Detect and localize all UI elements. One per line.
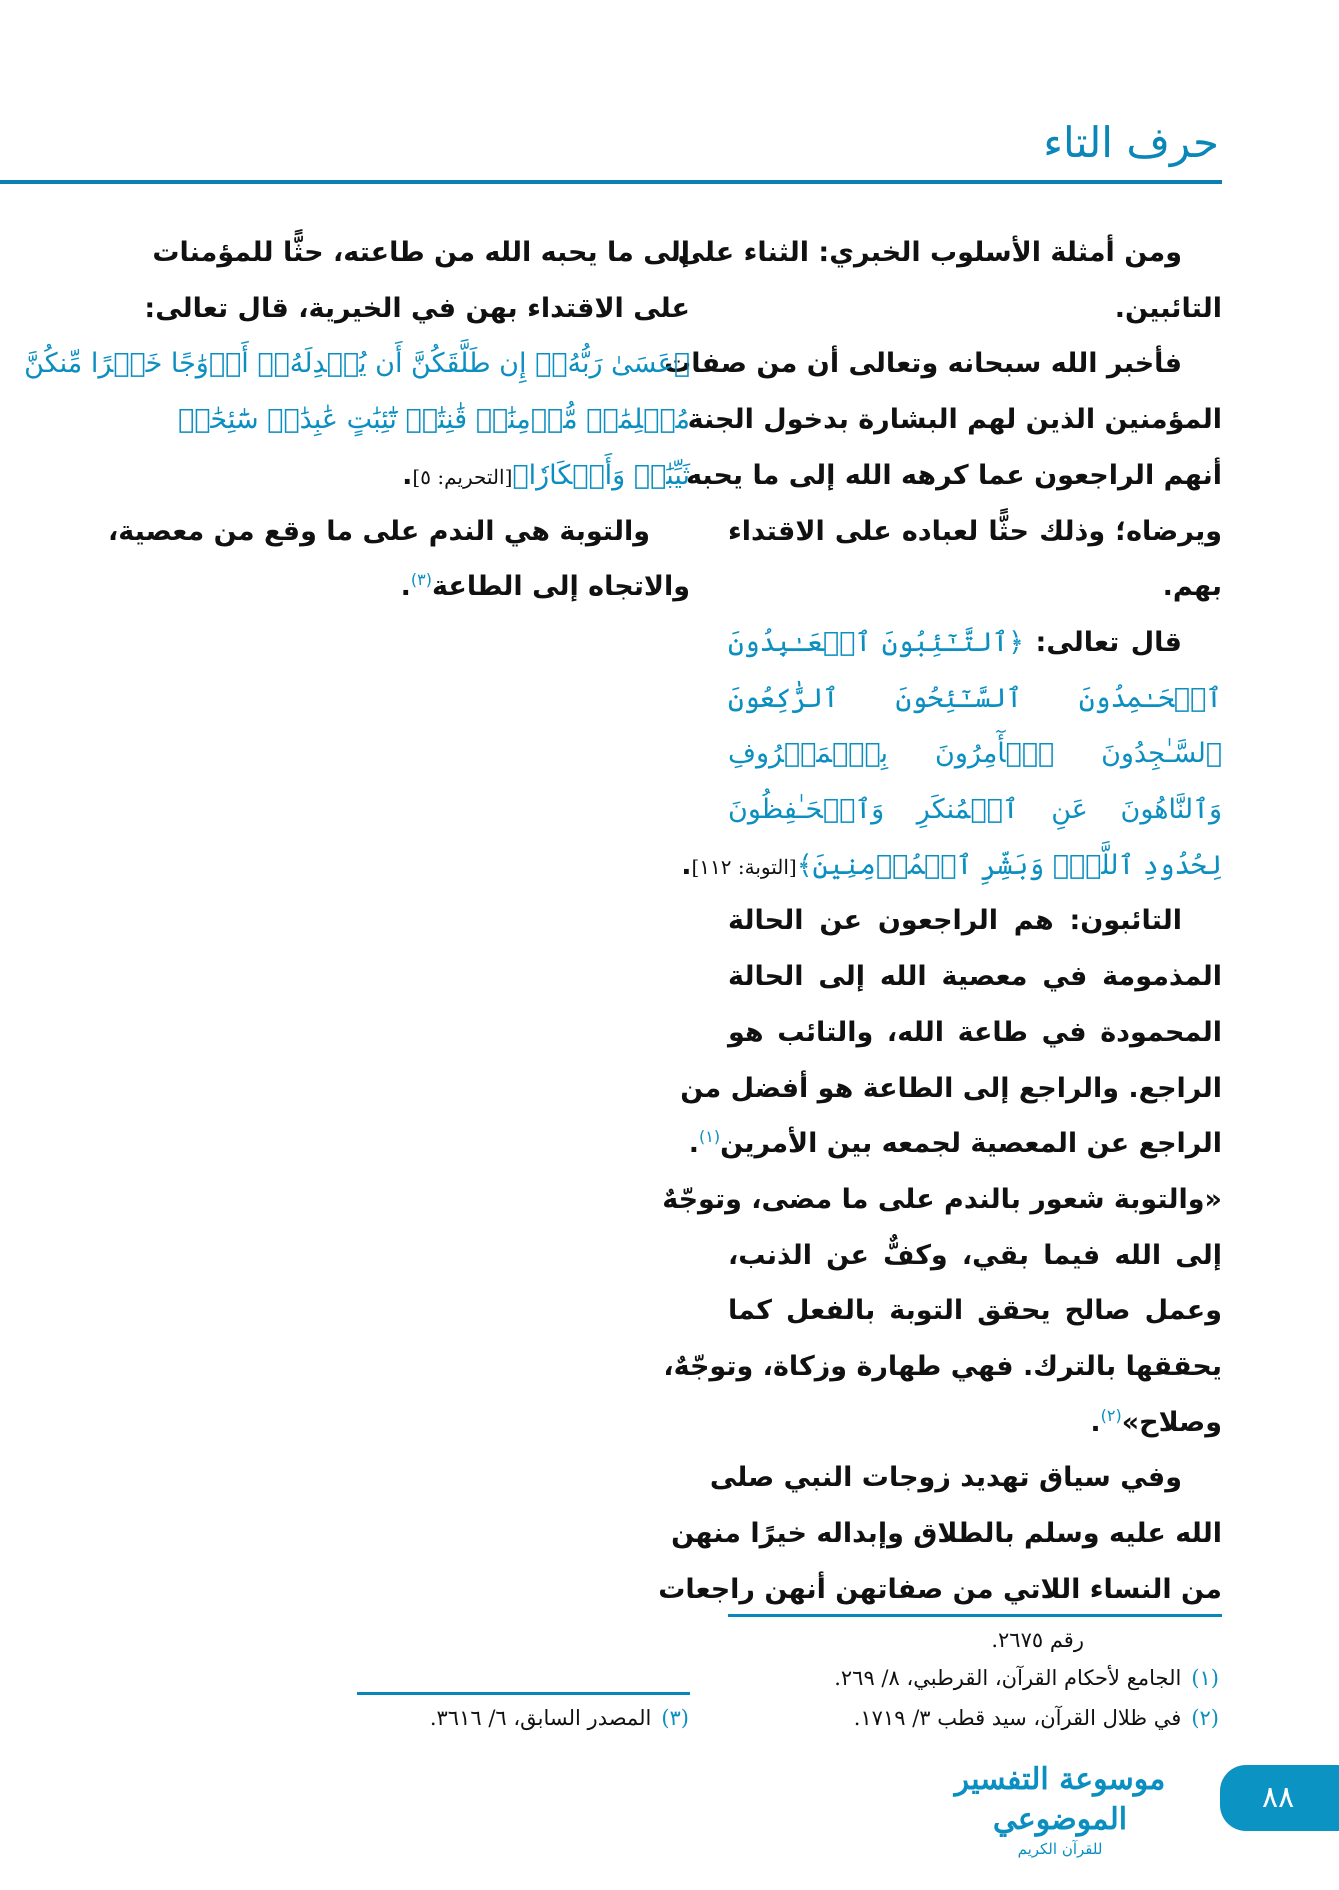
body-text: . [1090,1406,1101,1438]
body-text: وصلاح» [1121,1406,1222,1438]
text-line [728,729,1222,779]
text-line [728,674,1222,724]
quran-verse: ٱلۡحَـٰمِدُونَ ٱلسَّـٰٓئِحُونَ ٱلرَّٰكِعُونَ [728,682,1222,714]
footnote-divider-right [728,1614,1222,1617]
body-text: على الاقتداء بهن في الخيرية، قال تعالى: [144,292,690,324]
body-text: الراجع. والراجع إلى الطاعة هو أفضل من [680,1072,1222,1104]
text-line [709,1453,1222,1503]
text-line [658,1565,1222,1615]
body-text: من النساء اللاتي من صفاتهن أنهن راجعات [658,1573,1222,1605]
text-line [728,952,1222,1002]
quran-verse: ٱلسَّـٰجِدُونَ ٱلۡأٓمِرُونَ بِٱلۡمَعۡرُوفِ [728,738,1222,770]
body-text: . [402,459,413,491]
body-text: يحققها بالترك. فهي طهارة وزكاة، وتوجّهٌ، [663,1351,1222,1382]
body-text: والتوبة هي الندم على ما وقع من معصية، [107,515,650,547]
footnote-number: (١) [1191,1666,1219,1690]
body-text: والاتجاه إلى الطاعة [432,571,690,603]
footnote-number: (٢) [1191,1706,1219,1730]
text-line [671,1509,1222,1559]
text-line [728,1008,1222,1058]
text-line [198,451,690,501]
quran-verse: لِحُدُودِ ٱللَّهِۗ وَبَشِّرِ ٱلۡمُؤۡمِنِينَ﴾ [796,849,1222,881]
text-line [728,284,1222,334]
body-text: . [681,849,692,881]
body-text: الراجع عن المعصية لجمعه بين الأمرين [720,1128,1222,1160]
text-line [688,1119,1222,1169]
footnote-3 [430,1706,689,1730]
text-line [686,451,1222,501]
text-line [178,395,690,445]
body-text: ومن أمثلة الأسلوب الخبري: الثناء على [677,237,1182,268]
body-text: المؤمنين الذين لهم البشارة بدخول الجنة [687,404,1222,436]
text-line [728,562,1222,612]
header-divider [0,180,1222,184]
body-text: قال تعالى: [1024,626,1182,658]
body-text: المحمودة في طاعة الله، والتائب هو [728,1016,1222,1048]
body-text: وفي سياق تهديد زوجات النبي صلى [709,1462,1182,1494]
footnote-number: (٣) [661,1706,689,1730]
footnote-divider-left [357,1692,690,1695]
text-line [728,896,1222,946]
quran-verse: مُسۡلِمَٰتٖ مُّؤۡمِنَٰتٖ قَٰنِتَٰتٖ تَٰٓئِبَٰتٍ عَٰبِدَٰتٖ سَٰٓئِحَٰتٖ [178,404,690,436]
quran-verse: وَٱلنَّاهُونَ عَنِ ٱلۡمُنكَرِ وَٱلۡحَـٰفِظُونَ [728,794,1222,825]
body-text: الله عليه وسلم بالطلاق وإبداله خيرًا منهن [671,1518,1222,1550]
text-line [24,339,690,389]
text-line [680,1064,1222,1114]
text-line [728,785,1222,835]
quran-verse: ثَيِّبَٰتٖ وَأَبۡكَارٗا﴾ [512,459,690,491]
footnote-1 [834,1666,1219,1690]
text-line [728,1286,1222,1336]
text-line [728,1231,1222,1281]
text-line [107,507,690,557]
footnote-text: الجامع لأحكام القرآن، القرطبي، ٨/ ٢٦٩. [834,1666,1182,1690]
body-text: . [688,1128,699,1160]
footnote-text: المصدر السابق، ٦/ ٣٦١٦. [429,1706,652,1730]
encyclopedia-logo [930,1760,1190,1858]
footnote-marker: (١) [699,1127,721,1147]
verse-reference: [التوبة: ١١٢] [691,854,797,879]
text-line [152,228,690,278]
quran-verse: ﴿عَسَىٰ رَبُّهُۥٓ إِن طَلَّقَكُنَّ أَن يُبۡدِلَهُۥٓ أَزۡوَٰجًا خَيۡرًا مِّنكُنَّ [24,348,690,380]
body-text: المذمومة في معصية الله إلى الحالة [728,961,1222,993]
body-text: «والتوبة شعور بالندم على ما مضى، وتوجّهٌ [662,1183,1222,1215]
quran-verse: ﴿ٱلتَّـٰٓئِبُونَ ٱلۡعَـٰبِدُونَ [728,626,1025,658]
footnote-carryover: رقم ٢٦٧٥. [991,1628,1084,1652]
body-text: إلى ما يحبه الله من طاعته، حثًّا للمؤمنات [152,237,690,268]
body-text: . [400,571,411,603]
chapter-title: حرف التاء [1043,118,1219,167]
text-line [681,841,1222,891]
body-text: التائبون: هم الراجعون عن الحالة [728,905,1182,937]
footnote-2 [854,1706,1219,1730]
body-text: أنهم الراجعون عما كرهه الله إلى ما يحبه [686,459,1222,491]
footnote-marker: (٢) [1100,1405,1122,1425]
footnote-text: في ظلال القرآن، سيد قطب ٣/ ١٧١٩. [853,1706,1182,1730]
body-text: فأخبر الله سبحانه وتعالى أن من صفات [664,348,1182,380]
text-line [144,284,690,334]
body-text: ويرضاه؛ وذلك حثًّا لعباده على الاقتداء [728,515,1222,547]
text-line [663,1342,1222,1392]
text-line [728,1398,1222,1448]
footnote-marker: (٣) [410,570,433,590]
body-text: التائبين. [1114,292,1222,324]
text-line [677,228,1222,278]
page-number: ٨٨ [1220,1765,1339,1831]
text-line [662,1175,1222,1225]
text-line [198,562,690,612]
body-text: وعمل صالح يحقق التوبة بالفعل كما [728,1295,1222,1327]
text-line [687,395,1222,445]
text-line [728,618,1222,668]
body-text: إلى الله فيما بقي، وكفٌّ عن الذنب، [728,1239,1222,1271]
text-line [728,507,1222,557]
logo-title: موسوعة التفسير الموضوعي [954,1762,1166,1837]
text-line [664,339,1222,389]
body-text: بهم. [1162,571,1222,603]
logo-subtitle: للقرآن الكريم [1017,1840,1103,1858]
verse-reference: [التحريم: ٥] [412,464,513,489]
